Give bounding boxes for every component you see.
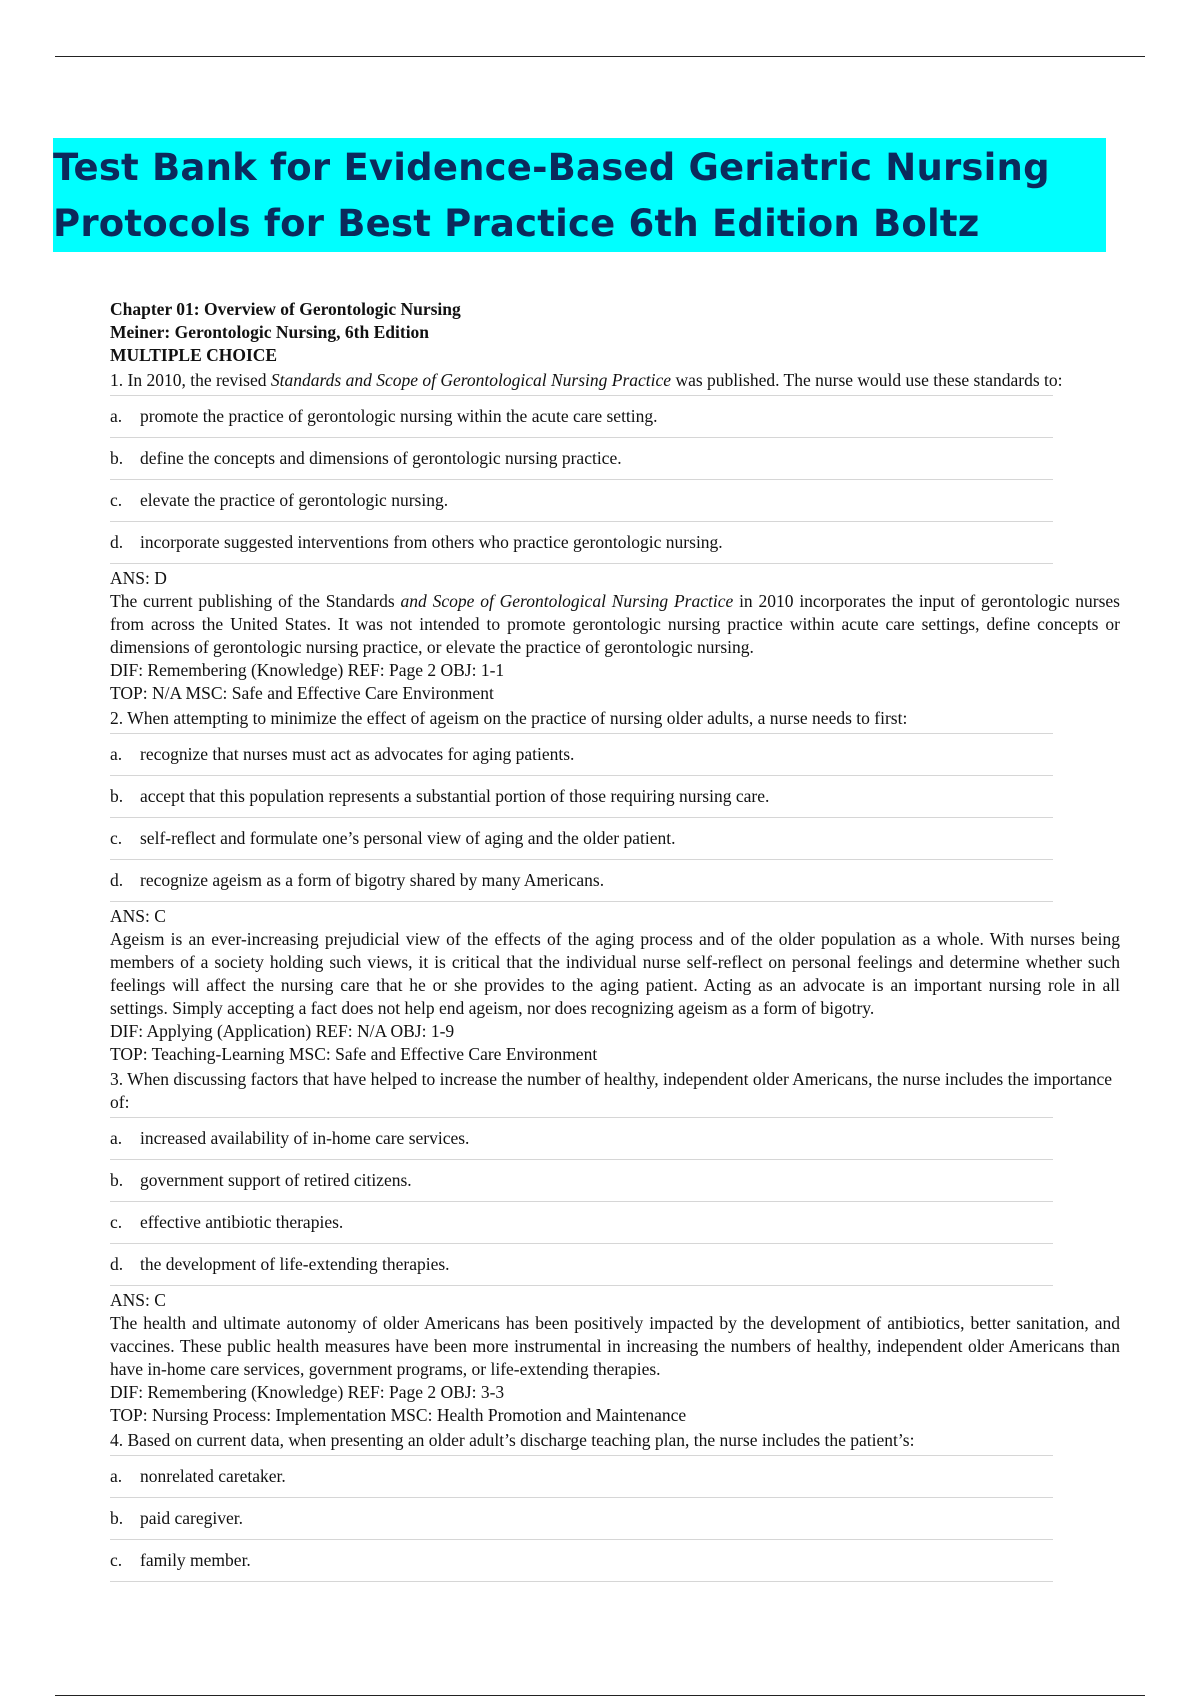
rationale: The health and ultimate autonomy of older Americans has been positively impacted by the development of antibiotics, better sanitation, and vaccines. These public health measures have been more instrumental in increasing the numbers of healthy, independent older Americans than have in-home care services, government programs, or life-extending therapies. — [110, 1313, 1120, 1379]
question-3 — [110, 1068, 1120, 1427]
rationale: The current publishing of the Standards and Scope of Gerontological Nursing Practice in 2010 incorporates the input of gerontologic nurses from across the United States. It was not intended to promote gerontologic nursing practice within acute care settings, define concepts or dimensions of gerontologic nursing practice, or elevate the practice of gerontologic nursing. — [110, 591, 1120, 657]
question-stem: 2. When attempting to minimize the effect of ageism on the practice of nursing older adults, a nurse needs to first: — [110, 708, 908, 728]
option-a: a. recognize that nurses must act as advocates for aging patients. — [110, 734, 1053, 776]
top-rule — [55, 56, 1145, 57]
option-b: b. paid caregiver. — [110, 1498, 1053, 1540]
option-d: d. incorporate suggested interventions from others who practice gerontologic nursing. — [110, 522, 1053, 564]
answer: ANS: C — [110, 906, 166, 926]
option-d: d. the development of life-extending therapies. — [110, 1244, 1053, 1286]
option-c: c. family member. — [110, 1540, 1053, 1582]
option-b: b. government support of retired citizens. — [110, 1160, 1053, 1202]
option-c: c. self-reflect and formulate one’s personal view of aging and the older patient. — [110, 818, 1053, 860]
document-body — [110, 298, 1120, 1582]
rationale: Ageism is an ever-increasing prejudicial view of the effects of the aging process and of the older population as a whole. With nurses being members of a society holding such views, it is critical that the individual nurse self-reflect on personal feelings and determine whether such feelings will affect the nursing care that he or she provides to the aging patient. Acting as an advocate is an important nursing role in all settings. Simply accepting a fact does not help end ageism, nor does recognizing ageism as a form of bigotry. — [110, 929, 1120, 1018]
section-heading: MULTIPLE CHOICE — [110, 345, 278, 365]
question-1 — [110, 369, 1120, 705]
bottom-rule — [55, 1695, 1145, 1696]
option-list — [110, 733, 1053, 902]
question-stem: 4. Based on current data, when presenting an older adult’s discharge teaching plan, the nurse includes the patient’s: — [110, 1430, 915, 1450]
option-a: a. nonrelated caretaker. — [110, 1456, 1053, 1498]
option-list — [110, 395, 1053, 564]
difficulty-ref: DIF: Remembering (Knowledge) REF: Page 2 OBJ: 3-3 — [110, 1382, 505, 1402]
title-line-2: Protocols for Best Practice 6th Edition Boltz — [53, 202, 980, 245]
option-c: c. effective antibiotic therapies. — [110, 1202, 1053, 1244]
topic-msc: TOP: Nursing Process: Implementation MSC: Health Promotion and Maintenance — [110, 1405, 687, 1425]
option-b: b. accept that this population represents a substantial portion of those requiring nursing care. — [110, 776, 1053, 818]
option-c: c. elevate the practice of gerontologic nursing. — [110, 480, 1053, 522]
question-2 — [110, 707, 1120, 1066]
option-a: a. increased availability of in-home care services. — [110, 1118, 1053, 1160]
question-stem: 3. When discussing factors that have helped to increase the number of healthy, independent older Americans, the nurse includes the importance of: — [110, 1069, 1113, 1112]
book-heading: Meiner: Gerontologic Nursing, 6th Edition — [110, 322, 430, 342]
difficulty-ref: DIF: Applying (Application) REF: N/A OBJ: 1-9 — [110, 1021, 455, 1041]
answer: ANS: C — [110, 1290, 166, 1310]
option-list — [110, 1117, 1053, 1286]
document-title — [53, 140, 1153, 252]
topic-msc: TOP: Teaching-Learning MSC: Safe and Effective Care Environment — [110, 1044, 598, 1064]
difficulty-ref: DIF: Remembering (Knowledge) REF: Page 2 OBJ: 1-1 — [110, 660, 505, 680]
option-list — [110, 1455, 1053, 1582]
option-d: d. recognize ageism as a form of bigotry shared by many Americans. — [110, 860, 1053, 902]
title-line-1: Test Bank for Evidence-Based Geriatric Nursing — [53, 146, 1050, 189]
question-stem: 1. In 2010, the revised Standards and Scope of Gerontological Nursing Practice was published. The nurse would use these standards to: — [110, 370, 1063, 390]
option-b: b. define the concepts and dimensions of gerontologic nursing practice. — [110, 438, 1053, 480]
option-a: a. promote the practice of gerontologic nursing within the acute care setting. — [110, 396, 1053, 438]
question-4 — [110, 1429, 1120, 1582]
answer: ANS: D — [110, 568, 167, 588]
chapter-heading: Chapter 01: Overview of Gerontologic Nursing — [110, 299, 461, 319]
topic-msc: TOP: N/A MSC: Safe and Effective Care Environment — [110, 683, 494, 703]
